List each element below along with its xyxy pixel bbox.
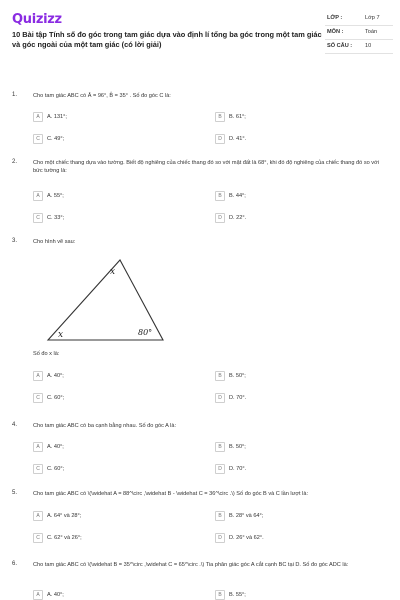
option-b[interactable] [215,441,246,452]
option-text: B. 28° và 64°; [229,512,264,519]
meta-row-count [325,40,393,54]
option-text: A. 40°; [47,443,64,450]
option-text: A. 55°; [47,192,64,199]
option-text: D. 70°. [229,394,247,401]
meta-row-grade [325,12,393,26]
question-text: Cho hình vẽ sau: [33,239,76,245]
option-text: C. 60°; [47,394,65,401]
option-letter: A [33,112,43,122]
worksheet-title: 10 Bài tập Tính số đo góc trong tam giác dựa vào định lí tổng ba góc trong một tam giác và góc ngoài của một tam giác (có lời giải) [12,30,322,49]
option-letter: D [215,533,225,543]
option-text: C. 33°; [47,214,65,221]
option-c[interactable] [33,212,64,223]
option-a[interactable] [33,441,64,452]
option-letter: B [215,191,225,201]
option-text: D. 22°. [229,214,247,221]
option-c[interactable] [33,133,64,144]
question-number: 4. [12,422,18,428]
option-letter: D [215,134,225,144]
option-letter: B [215,590,225,600]
option-a[interactable] [33,510,81,521]
question-number: 1. [12,92,18,98]
question-number: 2. [12,159,18,165]
option-letter: B [215,112,225,122]
option-letter: A [33,191,43,201]
option-c[interactable] [33,392,64,403]
option-text: B. 55°; [229,591,246,598]
question-number: 3. [12,238,18,244]
option-letter: D [215,464,225,474]
option-b[interactable] [215,589,246,600]
option-letter: A [33,511,43,521]
triangle-figure [40,255,170,345]
option-letter: A [33,590,43,600]
option-d[interactable] [215,212,246,223]
option-letter: C [33,464,43,474]
option-a[interactable] [33,111,67,122]
question-text: Cho tam giác ABC có \(\widehat A = 88^\circ ,\widehat B - \widehat C = 36^\circ .\) Số đo góc B và C lần lượt là: [33,491,309,497]
meta-value: Lớp 7 [365,15,380,21]
option-text: D. 70°. [229,465,247,472]
quizizz-logo: Quizizz [12,12,62,27]
meta-label: MÔN : [327,29,344,35]
question-text: Cho một chiếc thang dựa vào tường. Biết độ nghiêng của chiếc thang đó so với mặt đất là 68°, khi đó độ nghiêng của chiếc thang đó so với bức tường là: [33,160,380,174]
option-b[interactable] [215,370,246,381]
meta-value: 10 [365,43,372,49]
option-text: A. 40°; [47,591,64,598]
option-letter: B [215,442,225,452]
option-text: A. 131°; [47,113,67,120]
option-letter: D [215,213,225,223]
question-text: Cho tam giác ABC có \(\widehat B = 35^\circ ,\widehat C = 65^\circ .\) Tia phân giác góc A cắt cạnh BC tại D. Số đo góc ADC là: [33,562,349,568]
option-text: C. 49°; [47,135,65,142]
option-b[interactable] [215,510,263,521]
option-d[interactable] [215,133,246,144]
option-text: C. 62° và 26°; [47,534,82,541]
question-6 [12,561,392,600]
angle-label-top: x [110,267,116,277]
angle-label-left: x [58,330,64,340]
option-text: D. 26° và 62°. [229,534,264,541]
option-d[interactable] [215,392,246,403]
option-letter: B [215,511,225,521]
option-text: A. 64° và 28°; [47,512,82,519]
option-letter: C [33,134,43,144]
option-a[interactable] [33,589,64,600]
question-2 [12,159,392,229]
question-5 [12,490,392,545]
option-letter: D [215,393,225,403]
option-text: B. 50°; [229,443,246,450]
meta-label: LỚP : [327,15,343,21]
question-number: 6. [12,561,18,567]
option-d[interactable] [215,532,264,543]
option-letter: C [33,393,43,403]
meta-value: Toán [365,29,378,35]
option-text: A. 40°; [47,372,64,379]
option-c[interactable] [33,532,82,543]
angle-label-right: 80° [138,328,153,337]
option-text: D. 41°. [229,135,247,142]
question-text: Cho tam giác ABC có Â = 96°, B̂ = 35° . Số đo góc C là: [33,93,171,99]
option-d[interactable] [215,463,246,474]
question-subtext: Số đo x là: [33,351,60,357]
option-letter: A [33,371,43,381]
meta-row-subject [325,26,393,40]
option-b[interactable] [215,111,246,122]
worksheet-header [0,0,400,72]
question-number: 5. [12,490,18,496]
option-b[interactable] [215,190,246,201]
option-text: B. 44°; [229,192,246,199]
option-c[interactable] [33,463,64,474]
option-text: B. 61°; [229,113,246,120]
option-a[interactable] [33,190,64,201]
question-text: Cho tam giác ABC có ba cạnh bằng nhau. Số đo góc A là: [33,423,177,429]
question-4 [12,422,392,474]
option-letter: A [33,442,43,452]
option-letter: C [33,213,43,223]
option-a[interactable] [33,370,64,381]
option-text: B. 50°; [229,372,246,379]
question-1 [12,92,392,147]
option-letter: C [33,533,43,543]
meta-table [325,12,393,54]
option-letter: B [215,371,225,381]
meta-label: SỐ CÂU : [327,43,353,49]
option-text: C. 60°; [47,465,65,472]
